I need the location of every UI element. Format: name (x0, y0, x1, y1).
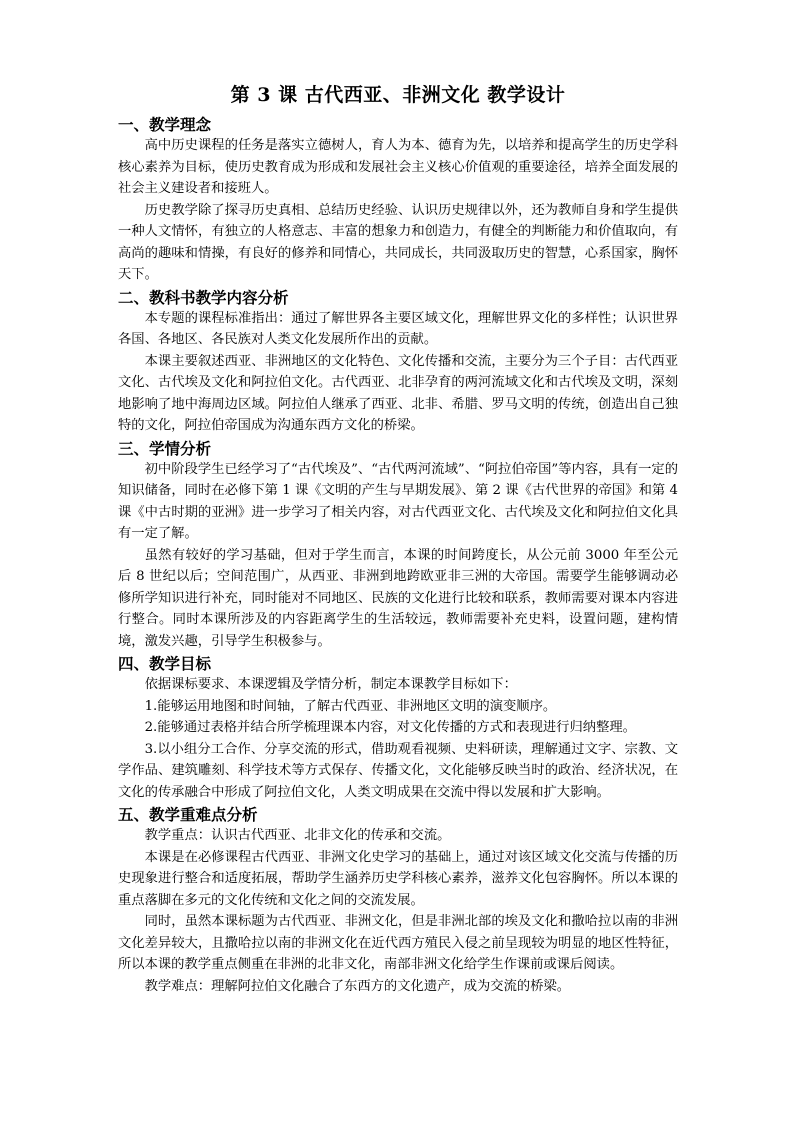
paragraph: 本课主要叙述西亚、非洲地区的文化特色、文化传播和交流，主要分为三个子目：古代西亚文化、古代埃及文化和阿拉伯文化。古代西亚、北非孕育的两河流域文化和古代埃及文明，深刻地影响了地中海周边区域。阿拉伯人继承了西亚、北非、希腊、罗马文明的传统，创造出自己独特的文化，阿拉伯帝国成为沟通东西方文化的桥梁。 (118, 353, 678, 433)
section-key-difficult-points (118, 804, 678, 997)
section-textbook-analysis (118, 287, 678, 437)
section-heading: 二、教科书教学内容分析 (118, 287, 289, 307)
objective-item: 3.以小组分工合作、分享交流的形式，借助观看视频、史料研读，理解通过文字、宗教、文学作品、建筑雕刻、科学技术等方式保存、传播文化，文化能够反映当时的政治、经济状况，在文化的传承融合中形成了阿拉伯文化，人类文明成果在交流中得以发展和扩大影响。 (118, 741, 678, 800)
paragraph: 历史教学除了探寻历史真相、总结历史经验、认识历史规律以外，还为教师自身和学生提供一种人文情怀，有独立的人格意志、丰富的想象力和创造力，有健全的判断能力和价值取向，有高尚的趣味和情操，有良好的修养和同情心，共同成长，共同汲取历史的智慧，心系国家，胸怀天下。 (118, 202, 678, 282)
paragraph: 教学难点：理解阿拉伯文化融合了东西方的文化遗产，成为交流的桥梁。 (144, 978, 571, 994)
section-heading: 四、教学目标 (118, 654, 212, 673)
section-heading: 五、教学重难点分析 (118, 805, 258, 824)
section-teaching-philosophy (118, 114, 678, 286)
section-heading: 一、教学理念 (118, 115, 212, 134)
section-heading: 三、学情分析 (118, 438, 212, 458)
paragraph: 依据课标要求、本课逻辑及学情分析，制定本课教学目标如下： (144, 677, 517, 692)
paragraph: 高中历史课程的任务是落实立德树人，育人为本、德育为先，以培养和提高学生的历史学科核心素养为目标，使历史教育成为形成和发展社会主义核心价值观的重要途径，培养全面发展的社会主义建设者和接班人。 (118, 138, 678, 196)
section-student-analysis (118, 438, 678, 653)
lesson-plan-page (118, 82, 678, 997)
objective-item: 1.能够运用地图和时间轴，了解古代西亚、非洲地区文明的演变顺序。 (144, 698, 557, 714)
paragraph: 同时，虽然本课标题为古代西亚、非洲文化，但是非洲北部的埃及文化和撒哈拉以南的非洲文化差异较大，且撒哈拉以南的非洲文化在近代西方殖民入侵之前呈现较为明显的地区性特征，所以本课的教学重点侧重在非洲的北非文化，南部非洲文化给学生作课前或课后阅读。 (118, 914, 678, 972)
objective-item: 2.能够通过表格并结合所学梳理课本内容，对文化传播的方式和表现进行归纳整理。 (144, 720, 636, 735)
section-teaching-objectives (118, 653, 678, 803)
paragraph: 初中阶段学生已经学习了“古代埃及”、“古代两河流域”、“阿拉伯帝国”等内容，具有一定的知识储备，同时在必修下第 1 课《文明的产生与早期发展》、第 2 课《古代世界的帝国》和第 4 课《中古时期的亚洲》进一步学习了相关内容，对古代西亚文化、古代埃及文化和阿拉伯文化具有一定了解。 (118, 461, 678, 541)
paragraph: 本课是在必修课程古代西亚、非洲文化史学习的基础上，通过对该区域文化交流与传播的历史现象进行整合和适度拓展，帮助学生涵养历史学科核心素养，滋养文化包容胸怀。所以本课的重点落脚在多元的文化传统和文化之间的交流发展。 (118, 849, 678, 908)
paragraph: 教学重点：认识古代西亚、北非文化的传承和交流。 (144, 828, 451, 843)
paragraph: 虽然有较好的学习基础，但对于学生而言，本课的时间跨度长，从公元前 3000 年至公元后 8 世纪以后；空间范围广，从西亚、非洲到地跨欧亚非三洲的大帝国。需要学生能够调动必修所学知识进行补充，同时能对不同地区、民族的文化进行比较和联系，教师需要对课本内容进行整合。同时本课所涉及的内容距离学生的生活较远，教师需要补充史料，设置问题，建构情境，激发兴趣，引导学生积极参与。 (118, 547, 678, 649)
paragraph: 本专题的课程标准指出：通过了解世界各主要区域文化，理解世界文化的多样性；认识世界各国、各地区、各民族对人类文化发展所作出的贡献。 (118, 310, 678, 347)
document-title: 第 3 课 古代西亚、非洲文化 教学设计 (230, 84, 566, 106)
